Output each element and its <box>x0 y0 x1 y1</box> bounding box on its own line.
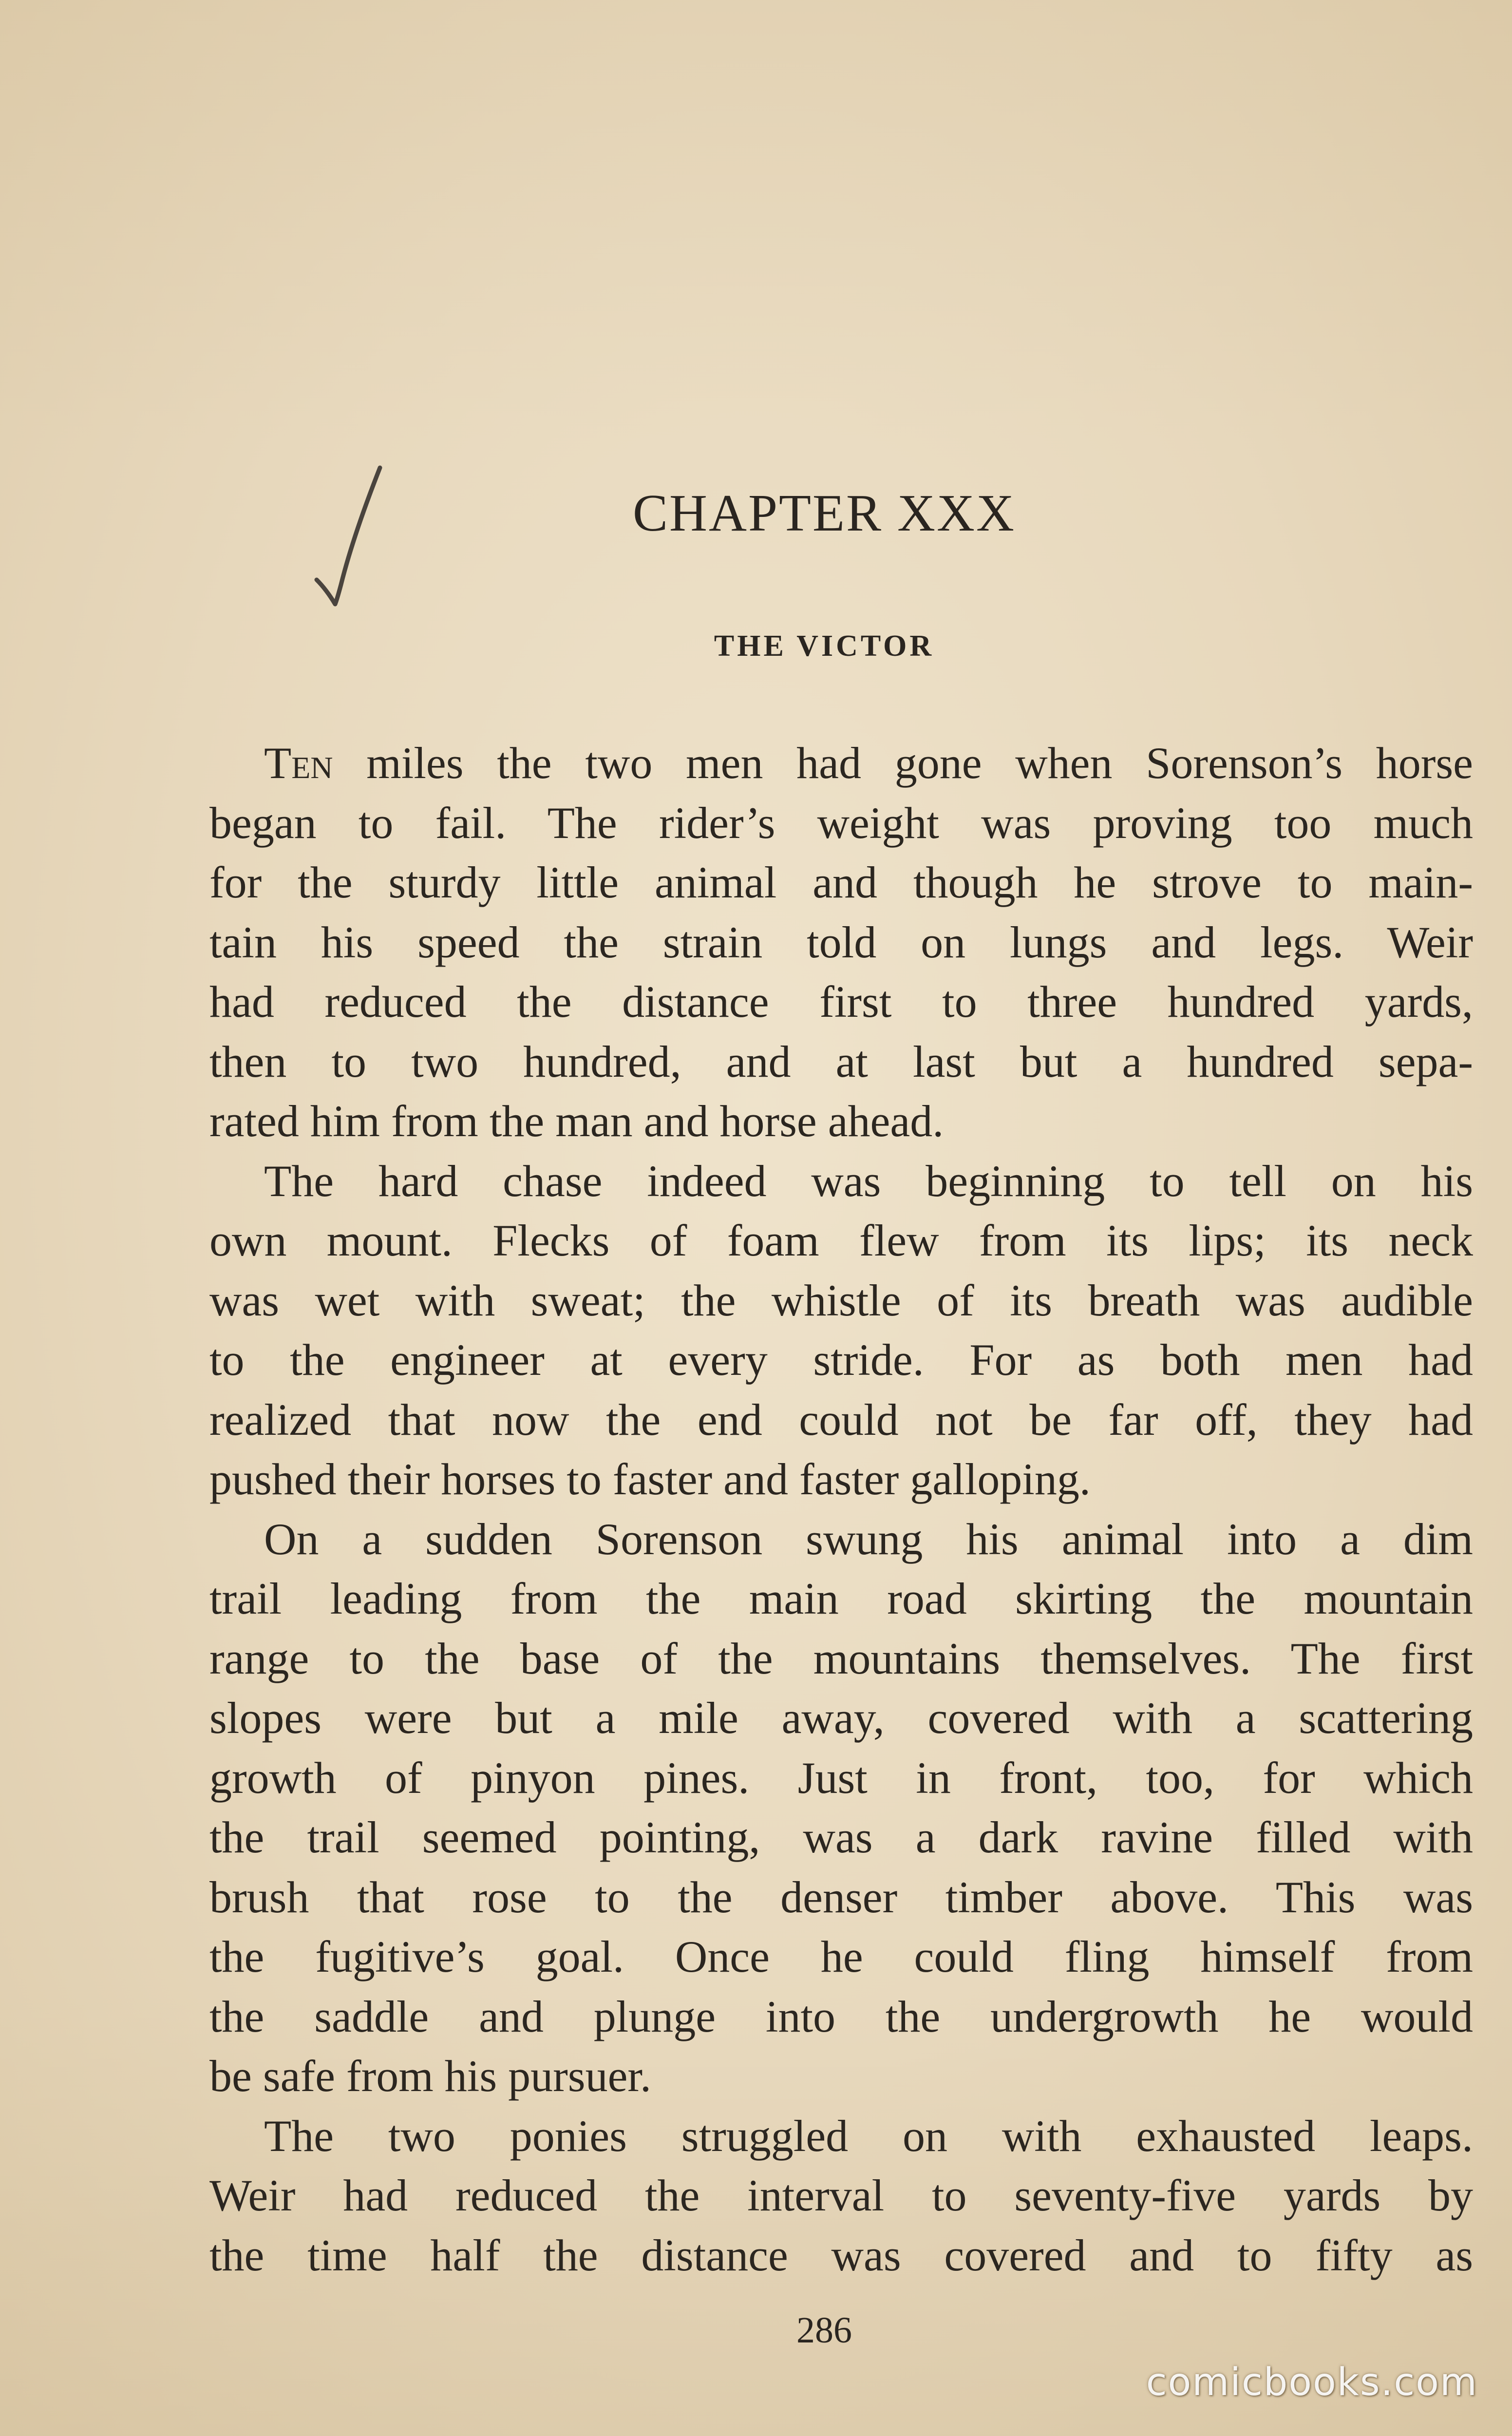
text-line: rated him from the man and horse ahead. <box>209 1096 944 1146</box>
text-line: to the engineer at every stride. For as both men had <box>209 1335 1473 1385</box>
text-line: the fugitive’s goal. Once he could fling himself from <box>209 1932 1473 1981</box>
text-line: The two ponies struggled on with exhausted leaps. <box>264 2111 1473 2161</box>
body-text <box>209 733 1473 2285</box>
text-line: the saddle and plunge into the undergrowth he would <box>209 1991 1473 2041</box>
chapter-subtitle: THE VICTOR <box>714 629 935 663</box>
text-line: for the sturdy little animal and though he strove to main- <box>209 857 1473 907</box>
chapter-title: CHAPTER XXX <box>632 484 1016 542</box>
page-number: 286 <box>796 2310 852 2351</box>
text-line: own mount. Flecks of foam flew from its lips; its neck <box>209 1216 1473 1265</box>
text-line: was wet with sweat; the whistle of its breath was audible <box>209 1275 1473 1325</box>
text-line: began to fail. The rider’s weight was proving too much <box>209 798 1473 848</box>
text-line: the time half the distance was covered and to fifty as <box>209 2230 1473 2280</box>
text-line: growth of pinyon pines. Just in front, too, for which <box>209 1752 1473 1803</box>
text-line: realized that now the end could not be far off, they had <box>209 1394 1473 1445</box>
text-line: brush that rose to the denser timber above. This was <box>209 1872 1473 1922</box>
text-line: tain his speed the strain told on lungs and legs. Weir <box>209 917 1473 967</box>
text-line <box>209 733 1473 793</box>
text-line: the trail seemed pointing, was a dark ravine filled with <box>209 1812 1473 1862</box>
text-line: pushed their horses to faster and faster galloping. <box>209 1454 1091 1504</box>
text-line: trail leading from the main road skirting the mountain <box>209 1574 1473 1623</box>
text-line: The hard chase indeed was beginning to tell on his <box>264 1156 1473 1206</box>
text-line: Weir had reduced the interval to seventy-five yards by <box>209 2170 1473 2220</box>
drop-word: Ten <box>264 738 333 788</box>
text-line: then to two hundred, and at last but a hundred sepa- <box>209 1036 1473 1086</box>
text-line: range to the base of the mountains themselves. The first <box>209 1633 1473 1683</box>
text-line-rest: miles the two men had gone when Sorenson’s horse <box>333 738 1473 788</box>
text-line: be safe from his pursuer. <box>209 2051 651 2101</box>
text-line: slopes were but a mile away, covered with a scattering <box>209 1693 1473 1743</box>
text-line: had reduced the distance first to three hundred yards, <box>209 977 1473 1027</box>
text-line: On a sudden Sorenson swung his animal into a dim <box>264 1514 1473 1564</box>
watermark: comicbooks.com <box>1146 2360 1478 2404</box>
